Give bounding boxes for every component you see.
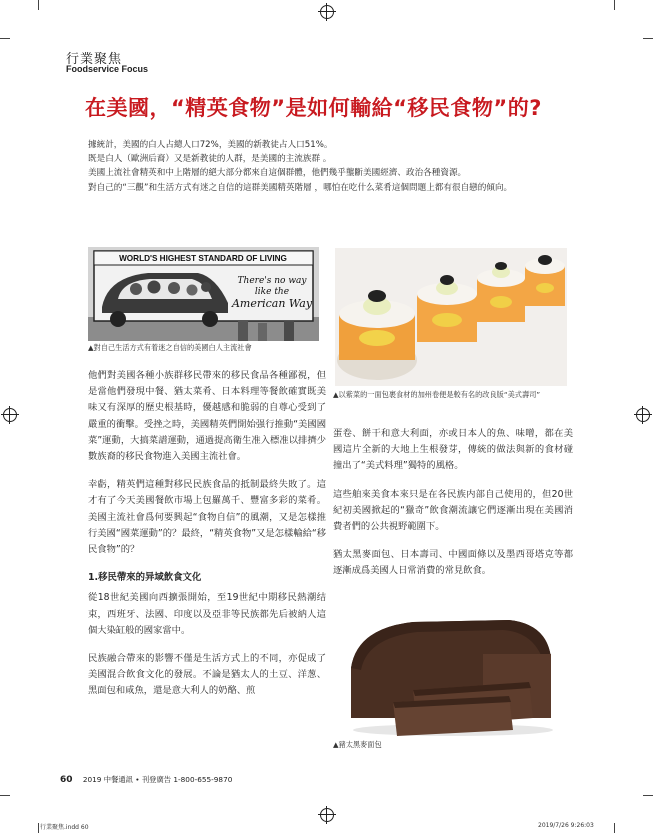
article-column-right: [333, 426, 573, 592]
sushi-photo: [335, 248, 567, 386]
crop-mark: [38, 0, 39, 10]
registration-mark-top: [320, 5, 334, 19]
billboard-title: WORLD'S HIGHEST STANDARD OF LIVING: [119, 254, 287, 263]
section-subtitle: Foodservice Focus: [66, 64, 149, 74]
crop-mark: [614, 823, 615, 833]
intro-line: 既是白人（歐洲后裔）又是新教徒的人群，是美國的主流族群 。: [88, 154, 332, 165]
body-paragraph: 這些舶來美食本來只是在各民族内部自己使用的，但20世紀初美國掀起的“獵奇”飲食潮流讓它們逐漸出現在美國消費者們的公共視野範圍下。: [333, 488, 573, 533]
page-footer: [60, 775, 232, 785]
photo-caption: ▲以紫菜的一面包裹食材的加州卷便是較有名的改良版“美式壽司”: [333, 390, 541, 399]
crop-mark: [38, 823, 39, 833]
crop-mark: [643, 795, 653, 796]
section-title: 行業聚焦: [66, 52, 123, 67]
photo-caption: ▲對自己生活方式有着迷之自信的美國白人主流社會: [88, 343, 252, 352]
registration-mark-right: [636, 408, 650, 422]
section-subheading: 1.移民帶來的异域飲食文化: [88, 572, 202, 584]
article-column-left: [88, 368, 326, 712]
intro-line: 對自己的“三觀”和生活方式有迷之自信的這群美國精英階層 ，哪怕在吃什么菜肴這個問題上都有很自戀的傾向。: [88, 182, 513, 193]
body-paragraph: 從18世紀美國向西擴張開始，至19世紀中期移民熱潮结束，西班牙、法國、印度以及亞非等民族都先后被納人這個大染缸般的國家當中。: [88, 592, 326, 636]
registration-mark-bottom: [320, 808, 334, 822]
crop-mark: [643, 38, 653, 39]
billboard-slogan-line: like the: [254, 287, 290, 297]
file-name: 行業聚焦.indd 60: [40, 824, 89, 831]
crop-mark: [0, 795, 10, 796]
photo-caption: ▲豬太黑麥面包: [333, 740, 382, 749]
intro-paragraph: [88, 138, 580, 195]
crop-mark: [0, 38, 10, 39]
page-number: 60: [60, 775, 73, 785]
body-paragraph: 猶太黑麥面包、日本壽司、中國面條以及墨西哥塔克等都逐漸成爲美國人日常消費的常見飲食。: [333, 549, 573, 577]
intro-line: 美國上流社會精英和中上階層的絕大部分都來自這個群體，他們幾乎壟斷美國經濟、政治各種資源。: [88, 168, 467, 179]
crop-mark: [614, 0, 615, 10]
billboard-slogan-line: American Way: [231, 297, 313, 310]
body-paragraph: 蛋卷、餅干和意大利面，亦或日本人的魚、味噌，都在美國這片全新的大地上生根發芽，傳統的做法與新的食材碰撞出了“美式料理”獨特的風格。: [333, 428, 573, 472]
intro-line: 據統計，美國的白人占總人口72%，美國的新教徒占人口51%。: [88, 140, 333, 150]
body-paragraph: 民族融合帶來的影響不僅是生活方式上的不同，亦促成了美國混合飲食文化的發展。不論是猶太人的土豆、洋葱、黑面包和咸魚，還是意大利人的奶酪、煎: [88, 653, 326, 697]
billboard-slogan-line: There's no way: [237, 276, 307, 286]
footer-text: 2019 中餐通訊 • 刊登廣告 1-800-655-9870: [82, 775, 233, 784]
file-timestamp: 2019/7/26 9:26:03: [538, 822, 594, 829]
body-paragraph: 他們對美國各種小族群移民帶來的移民食品各種鄙視，但是當他們發現中餐、猶太菜肴、日本料理等餐飲確實既美味又有深厚的歷史根基時，優越感和脆弱的自尊心受到了嚴重的衝擊。受挫之時，美國精英們開始强行推動“美國國菜”運動，大搞菜譜運動，通過提高衛生准入標准以排擠少數族裔的移民食物進入美國主流社會。: [88, 370, 326, 463]
body-paragraph: 幸虧，精英們這種對移民民族食品的抵制最終失敗了。這才有了今天美國餐飲市場上包羅萬千、豐富多彩的菜肴。美國主流社會爲何要興起“食物自信”的風潮，又是怎樣推行美國“國菜運動”的？最終，“精英食物”又是怎樣輸給“移民食物”的？: [88, 479, 326, 556]
rye-bread-photo: [333, 598, 565, 738]
billboard-photo: [88, 247, 319, 341]
article-headline: 在美國，“精英食物”是如何輸給“移民食物”的?: [85, 96, 542, 120]
registration-mark-left: [3, 408, 17, 422]
